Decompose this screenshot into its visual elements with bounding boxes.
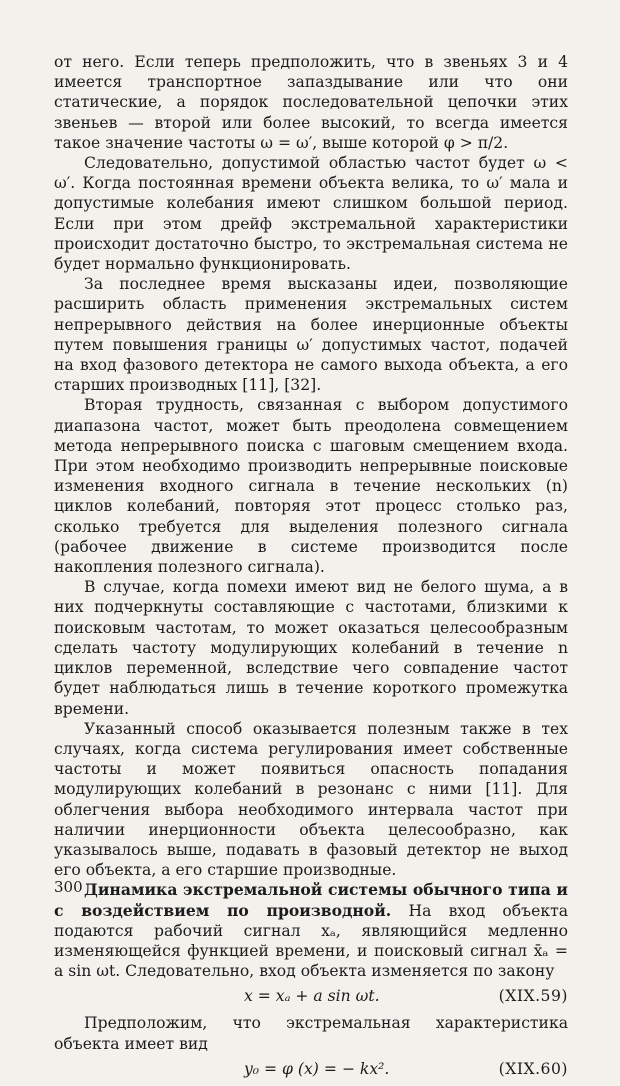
section-text: На вход объекта подаются рабочий сигнал xₐ, являющийся медленно изменяющейся функцией времени, и поисковый сигнал x̄ₐ = a sin ωt. Следовательно, вход объекта изменяется по закону (54, 901, 568, 981)
equation-2-number: (XIX.60) (498, 1059, 568, 1078)
paragraph-2: Следовательно, допустимой областью частот будет ω < ω′. Когда постоянная времени объекта велика, то ω′ мала и допустимые колебания имеют слишком большой период. Если при этом дрейф экстремальной характеристики происходит достаточно быстро, то экстремальная система не будет нормально функционировать. (54, 154, 568, 274)
paragraph-before-eq2: Предположим, что экстремальная характеристика объекта имеет вид (54, 1014, 568, 1053)
equation-2-formula: y₀ = φ (x) = − kx². (244, 1059, 390, 1078)
section-heading: Динамика экстремальной системы обычного типа и с воздействием по производной. (54, 880, 568, 920)
page-body (54, 52, 568, 1086)
equation-2 (54, 1056, 568, 1082)
paragraph-6: Указанный способ оказывается полезным также в тех случаях, когда система регулирования имеет собственные частоты и может появиться опасность попадания модулирующих колебаний в резонанс с ними [11]. Для облегчения выбора необходимого интервала частот при наличии инерционности объекта целесообразно, как указывалось выше, подавать в фазовый детектор не выход его объекта, а его старшие производные. (54, 719, 568, 880)
page-number: 300 (54, 878, 83, 896)
paragraph-4: Вторая трудность, связанная с выбором допустимого диапазона частот, может быть преодолена совмещением метода непрерывного поиска с шаговым смещением входа. При этом необходимо производить непрерывные поисковые изменения входного сигнала в течение нескольких (n) циклов колебаний, повторяя этот процесс столько раз, сколько требуется для выделения полезного сигнала (рабочее движение в системе производится после накопления полезного сигнала). (54, 396, 568, 577)
paragraph-5: В случае, когда помехи имеют вид не белого шума, а в них подчеркнуты составляющие с частотами, близкими к поисковым частотам, то может оказаться целесообразным сделать частоту модулирующих колебаний в течение n циклов переменной, вследствие чего совпадение частот будет наблюдаться лишь в течение короткого промежутка времени. (54, 578, 568, 718)
section-paragraph (54, 880, 568, 981)
equation-1-number: (XIX.59) (498, 987, 568, 1006)
equation-1 (54, 983, 568, 1009)
paragraph-3: За последнее время высказаны идеи, позволяющие расширить область применения экстремальных систем непрерывного действия на более инерционные объекты путем повышения границы ω′ допустимых частот, подачей на вход фазового детектора не самого выхода объекта, а его старших производных [11], [32]. (54, 275, 568, 395)
paragraph-1: от него. Если теперь предположить, что в звеньях 3 и 4 имеется транспортное запаздывание или что они статические, а порядок последовательной цепочки этих звеньев — второй или более высокий, то всегда имеется такое значение частоты ω = ω′, выше которой φ > π/2. (54, 53, 568, 152)
equation-1-formula: x = xₐ + a sin ωt. (244, 987, 380, 1006)
